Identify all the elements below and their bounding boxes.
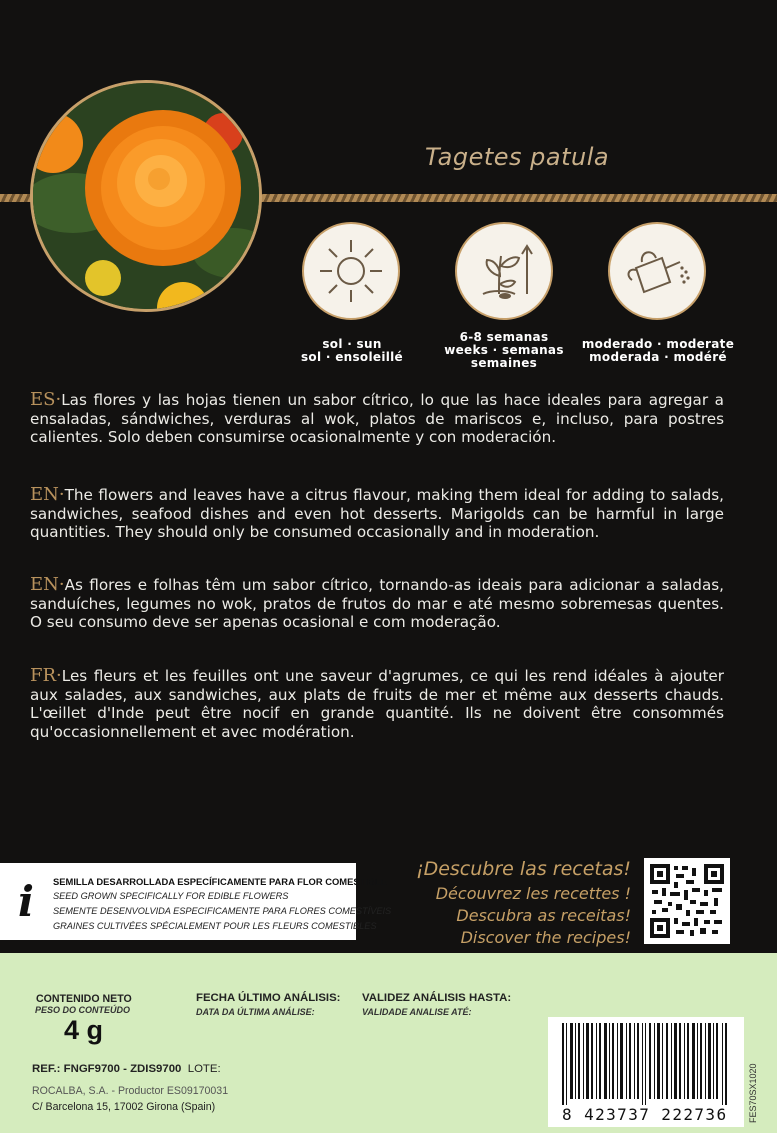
edible-seed-info-box (0, 863, 392, 940)
watering-caption: moderado · moderate moderada · modéré (581, 337, 735, 364)
net-content-label-pt: PESO DO CONTEÚDO (35, 1005, 131, 1015)
sun-caption: sol · sun sol · ensoleillé (300, 337, 403, 364)
recipes-fr: Découvrez les recettes ! (435, 884, 631, 903)
qr-code[interactable] (644, 858, 730, 944)
marigold-flower-photo (30, 80, 262, 312)
validity-label: VALIDEZ ANÁLISIS HASTA: (362, 992, 512, 1004)
recipes-pt: Descubra as receitas! (456, 906, 631, 925)
lang-code: EN· (30, 574, 65, 595)
net-content-label: CONTENIDO NETO (36, 993, 132, 1005)
validity-label-pt: VALIDADE ANALISE ATÉ: (362, 1007, 472, 1017)
sun-requirement-badge (302, 222, 400, 320)
lang-code: FR· (30, 665, 62, 686)
lang-code: ES· (30, 389, 62, 410)
net-weight: 4 g (64, 1015, 104, 1045)
info-line-pt: SEMENTE DESENVOLVIDA ESPECIFICAMENTE PARA FLORES COMESTÍVEIS (53, 906, 392, 916)
barcode-number: 8 423737 222736 (562, 1105, 728, 1124)
seedling-growth-icon (469, 236, 539, 306)
barcode-bars (548, 1017, 744, 1107)
address-info: C/ Barcelona 15, 17002 Girona (Spain) (32, 1101, 216, 1113)
last-analysis-label: FECHA ÚLTIMO ANÁLISIS: (196, 992, 341, 1004)
legal-info-band (0, 953, 777, 1133)
watering-badge (608, 222, 706, 320)
info-line-es: SEMILLA DESARROLLADA ESPECÍFICAMENTE PARA FLOR COMESTIBLE (53, 876, 387, 887)
marigold-illustration (33, 83, 262, 312)
producer-info: ROCALBA, S.A. - Productor ES09170031 (32, 1085, 229, 1097)
sun-icon (316, 236, 386, 306)
last-analysis-label-pt: DATA DA ÚLTIMA ANÁLISE: (196, 1007, 315, 1017)
description-fr: FR·Les fleurs et les feuilles ont une saveur d'agrumes, ce qui les rend idéales à ajouter aux salades, aux sandwiches, aux plats de fruits de mer et même aux desserts chauds. L'œillet d'Inde peut être nocif en grande quantité. Ils ne doivent être consommés qu'occasionnellement et avec modération. (30, 665, 724, 741)
barcode (548, 1017, 744, 1127)
growth-caption: 6-8 semanas weeks · semanas semaines (444, 330, 564, 370)
watering-can-icon (622, 236, 692, 306)
lang-code: EN· (30, 484, 65, 505)
info-icon: i (18, 877, 34, 926)
recipes-en: Discover the recipes! (460, 928, 631, 947)
reference-code: REF.: FNGF9700 - ZDIS9700 LOTE: (32, 1063, 221, 1075)
side-product-code: FES70SX1020 (748, 1063, 758, 1123)
description-es: ES·Las flores y las hojas tienen un sabor cítrico, lo que las hace ideales para agregar a ensaladas, sándwiches, verduras al wok, platos de mariscos e, incluso, para postres calientes. Solo deben consumirse ocasionalmente y con moderación. (30, 389, 724, 446)
description-en: EN·The flowers and leaves have a citrus flavour, making them ideal for adding to salads, sandwiches, seafood dishes and even hot desserts. Marigolds can be harmful in large quantities. They should only be consumed occasionally and in moderation. (30, 484, 724, 541)
species-name: Tagetes patula (425, 143, 610, 171)
recipes-es: ¡Descubre las recetas! (415, 858, 631, 880)
growth-time-badge (455, 222, 553, 320)
description-pt: EN·As flores e folhas têm um sabor cítrico, tornando-as ideais para adicionar a saladas, sanduíches, legumes no wok, pratos de frutos do mar e até mesmo sobremesas quentes. O seu consumo deve ser apenas ocasional e com moderação. (30, 574, 724, 631)
info-line-fr: GRAINES CULTIVÉES SPÉCIALEMENT POUR LES FLEURS COMESTIBLES (53, 921, 377, 931)
qr-code-pattern (650, 864, 724, 938)
info-line-en: SEED GROWN SPECIFICALLY FOR EDIBLE FLOWERS (53, 891, 289, 901)
